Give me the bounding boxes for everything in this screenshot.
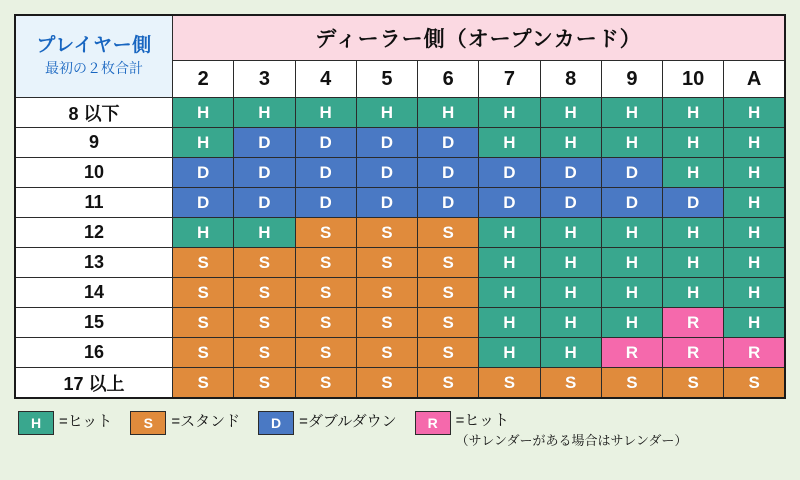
table-body (15, 15, 785, 398)
dealer-card-header: 7 (479, 61, 540, 98)
strategy-cell: S (601, 368, 662, 399)
strategy-cell: S (479, 368, 540, 399)
strategy-cell: H (724, 98, 785, 128)
strategy-cell: S (234, 368, 295, 399)
player-total-label: 16 (15, 338, 173, 368)
strategy-cell: R (663, 308, 724, 338)
strategy-cell: H (663, 278, 724, 308)
strategy-cell: H (356, 98, 417, 128)
strategy-cell: R (601, 338, 662, 368)
strategy-cell: D (173, 188, 234, 218)
strategy-cell: S (356, 368, 417, 399)
table-row (15, 278, 785, 308)
strategy-cell: D (540, 158, 601, 188)
table-row (15, 308, 785, 338)
strategy-cell: S (173, 248, 234, 278)
strategy-cell: H (724, 248, 785, 278)
table-row (15, 218, 785, 248)
strategy-cell: S (356, 248, 417, 278)
legend-sublabel: （サレンダーがある場合はサレンダー） (455, 433, 688, 448)
strategy-cell: R (724, 338, 785, 368)
legend-label: =ダブルダウン (299, 413, 397, 430)
table-row (15, 248, 785, 278)
strategy-table (14, 14, 786, 399)
strategy-cell: D (663, 188, 724, 218)
strategy-cell: H (724, 308, 785, 338)
strategy-cell: S (356, 338, 417, 368)
strategy-cell: S (173, 338, 234, 368)
legend-label: =ヒット (59, 413, 113, 430)
dealer-card-header: 6 (418, 61, 479, 98)
dealer-card-header: 3 (234, 61, 295, 98)
table-row (15, 128, 785, 158)
player-total-label: 13 (15, 248, 173, 278)
strategy-cell: H (601, 98, 662, 128)
strategy-cell: H (540, 308, 601, 338)
strategy-cell: H (540, 278, 601, 308)
dealer-card-header: 10 (663, 61, 724, 98)
strategy-cell: H (479, 128, 540, 158)
strategy-cell: D (173, 158, 234, 188)
strategy-cell: D (356, 158, 417, 188)
strategy-cell: S (540, 368, 601, 399)
strategy-cell: H (479, 278, 540, 308)
strategy-cell: S (356, 218, 417, 248)
strategy-cell: S (173, 368, 234, 399)
strategy-cell: S (724, 368, 785, 399)
strategy-cell: H (724, 188, 785, 218)
strategy-cell: H (601, 128, 662, 158)
legend (14, 411, 786, 451)
player-total-label: 17 以上 (15, 368, 173, 399)
strategy-cell: H (418, 98, 479, 128)
table-row (15, 338, 785, 368)
table-row (15, 98, 785, 128)
strategy-cell: H (540, 248, 601, 278)
legend-swatch: S (130, 411, 166, 435)
strategy-cell: D (356, 188, 417, 218)
strategy-cell: H (663, 98, 724, 128)
legend-text (171, 411, 240, 433)
dealer-card-header: A (724, 61, 785, 98)
strategy-cell: S (173, 278, 234, 308)
legend-label: =スタンド (171, 413, 241, 430)
strategy-cell: S (418, 248, 479, 278)
legend-swatch: D (258, 411, 294, 435)
strategy-cell: H (479, 248, 540, 278)
strategy-cell: S (295, 248, 356, 278)
strategy-cell: H (234, 98, 295, 128)
player-total-label: 11 (15, 188, 173, 218)
strategy-cell: S (295, 368, 356, 399)
strategy-cell: S (356, 308, 417, 338)
strategy-cell: H (479, 218, 540, 248)
strategy-cell: S (295, 308, 356, 338)
legend-item (258, 411, 397, 435)
strategy-cell: H (173, 98, 234, 128)
strategy-cell: H (295, 98, 356, 128)
player-total-label: 15 (15, 308, 173, 338)
table-row (15, 188, 785, 218)
strategy-cell: D (295, 128, 356, 158)
strategy-cell: D (479, 158, 540, 188)
dealer-card-header: 9 (601, 61, 662, 98)
strategy-cell: S (356, 278, 417, 308)
strategy-cell: S (234, 308, 295, 338)
legend-swatch: R (415, 411, 451, 435)
legend-swatch: H (18, 411, 54, 435)
strategy-cell: H (663, 248, 724, 278)
strategy-cell: S (234, 248, 295, 278)
strategy-cell: H (601, 248, 662, 278)
strategy-cell: S (295, 218, 356, 248)
strategy-cell: H (663, 218, 724, 248)
player-total-label: 10 (15, 158, 173, 188)
legend-text (456, 411, 688, 451)
strategy-cell: S (234, 278, 295, 308)
strategy-cell: H (724, 158, 785, 188)
legend-text (299, 411, 397, 433)
player-header-subtitle: 最初の２枚合計 (45, 59, 143, 76)
strategy-cell: H (540, 218, 601, 248)
strategy-cell: D (234, 158, 295, 188)
strategy-cell: H (479, 308, 540, 338)
player-total-label: 14 (15, 278, 173, 308)
legend-text (59, 411, 112, 433)
strategy-cell: S (295, 278, 356, 308)
dealer-card-header: 8 (540, 61, 601, 98)
strategy-cell: H (540, 338, 601, 368)
strategy-cell: S (173, 308, 234, 338)
legend-item (18, 411, 112, 435)
strategy-cell: H (724, 128, 785, 158)
legend-label: =ヒット (455, 412, 509, 429)
strategy-cell: D (601, 188, 662, 218)
strategy-cell: D (234, 188, 295, 218)
strategy-cell: H (479, 338, 540, 368)
strategy-cell: S (234, 338, 295, 368)
strategy-cell: H (479, 98, 540, 128)
table-header-row-title (15, 15, 785, 61)
strategy-cell: S (418, 278, 479, 308)
strategy-cell: H (724, 218, 785, 248)
strategy-cell: R (663, 338, 724, 368)
strategy-cell: D (356, 128, 417, 158)
dealer-card-header: 2 (173, 61, 234, 98)
player-total-label: 9 (15, 128, 173, 158)
dealer-card-header: 4 (295, 61, 356, 98)
strategy-cell: S (295, 338, 356, 368)
strategy-cell: D (479, 188, 540, 218)
legend-item (130, 411, 240, 435)
strategy-cell: D (295, 158, 356, 188)
legend-item (415, 411, 688, 451)
table-row (15, 158, 785, 188)
strategy-cell: S (418, 308, 479, 338)
strategy-cell: D (418, 128, 479, 158)
strategy-cell: S (663, 368, 724, 399)
strategy-cell: D (234, 128, 295, 158)
strategy-cell: D (540, 188, 601, 218)
strategy-cell: H (173, 218, 234, 248)
dealer-header-title: ディーラー側（オープンカード） (173, 15, 786, 61)
strategy-cell: H (724, 278, 785, 308)
strategy-cell: S (418, 218, 479, 248)
strategy-cell: D (601, 158, 662, 188)
strategy-cell: H (540, 128, 601, 158)
strategy-cell: D (418, 158, 479, 188)
strategy-cell: H (663, 128, 724, 158)
strategy-cell: H (173, 128, 234, 158)
strategy-cell: S (418, 368, 479, 399)
strategy-cell: H (234, 218, 295, 248)
strategy-cell: S (418, 338, 479, 368)
dealer-card-header: 5 (356, 61, 417, 98)
player-header-cell (15, 15, 173, 98)
strategy-cell: D (418, 188, 479, 218)
strategy-cell: H (540, 98, 601, 128)
player-header-title: プレイヤー側 (36, 35, 152, 56)
strategy-cell: H (601, 218, 662, 248)
table-row (15, 368, 785, 399)
strategy-cell: H (663, 158, 724, 188)
strategy-cell: D (295, 188, 356, 218)
player-total-label: 8 以下 (15, 98, 173, 128)
strategy-cell: H (601, 308, 662, 338)
strategy-cell: H (601, 278, 662, 308)
player-total-label: 12 (15, 218, 173, 248)
